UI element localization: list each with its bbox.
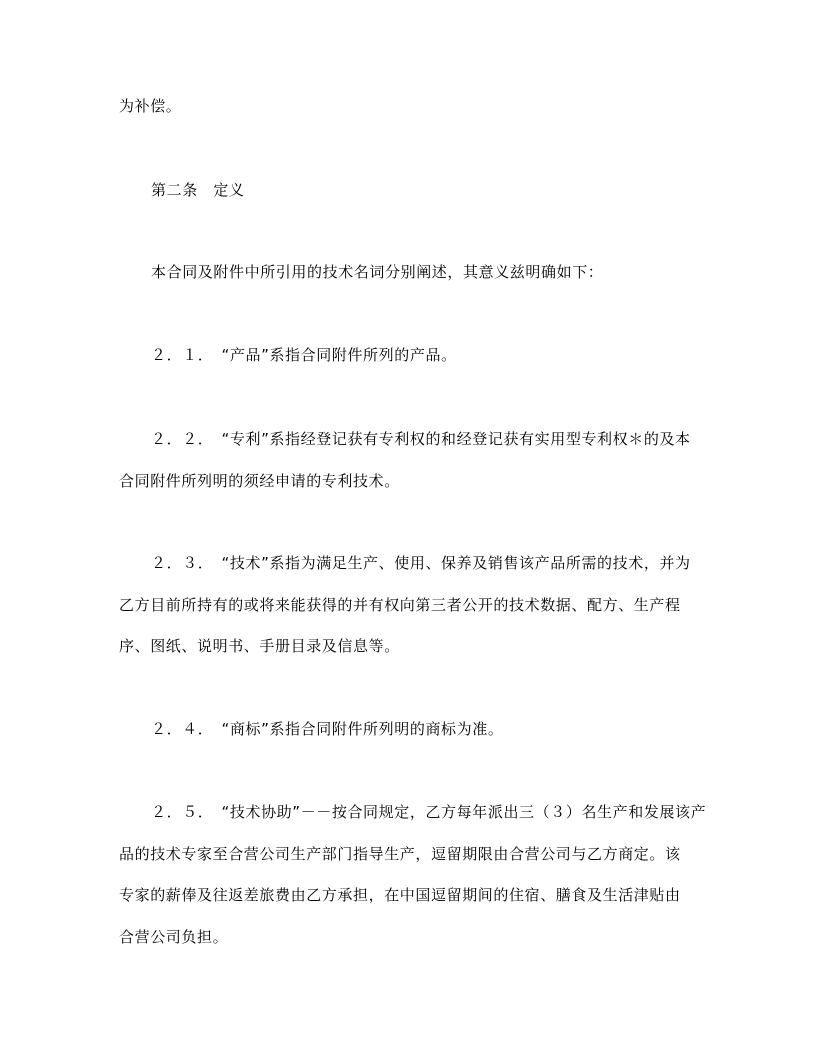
- text-line: ２．１． “产品”系指合同附件所列的产品。: [151, 346, 457, 364]
- section-heading: 第二条 定义: [151, 181, 245, 199]
- text-line: ２．５． “技术协助”－－按合同规定，乙方每年派出三（３）名生产和发展该产: [151, 803, 707, 821]
- text-line: 专家的薪俸及往返差旅费由乙方承担，在中国逗留期间的住宿、膳食及生活津贴由: [119, 886, 681, 904]
- text-line: ２．２． “专利”系指经登记获有专利权的和经登记获有实用型专利权＊的及本: [151, 430, 691, 448]
- text-line: 品的技术专家至合营公司生产部门指导生产，逗留期限由合营公司与乙方商定。该: [119, 845, 681, 863]
- text-line: 本合同及附件中所引用的技术名词分别阐述，其意义兹明确如下：: [151, 263, 604, 281]
- text-line: 为补偿。: [119, 97, 182, 115]
- text-line: 乙方目前所持有的或将来能获得的并有权向第三者公开的技术数据、配方、生产程: [119, 596, 681, 614]
- text-line: ２．３． “技术”系指为满足生产、使用、保养及销售该产品所需的技术，并为: [151, 554, 691, 572]
- text-line: ２．４． “商标”系指合同附件所列明的商标为准。: [151, 720, 504, 738]
- text-line: 序、图纸、说明书、手册目录及信息等。: [119, 637, 400, 655]
- text-line: 合同附件所列明的须经申请的专利技术。: [119, 472, 400, 490]
- text-line: 合营公司负担。: [119, 928, 229, 946]
